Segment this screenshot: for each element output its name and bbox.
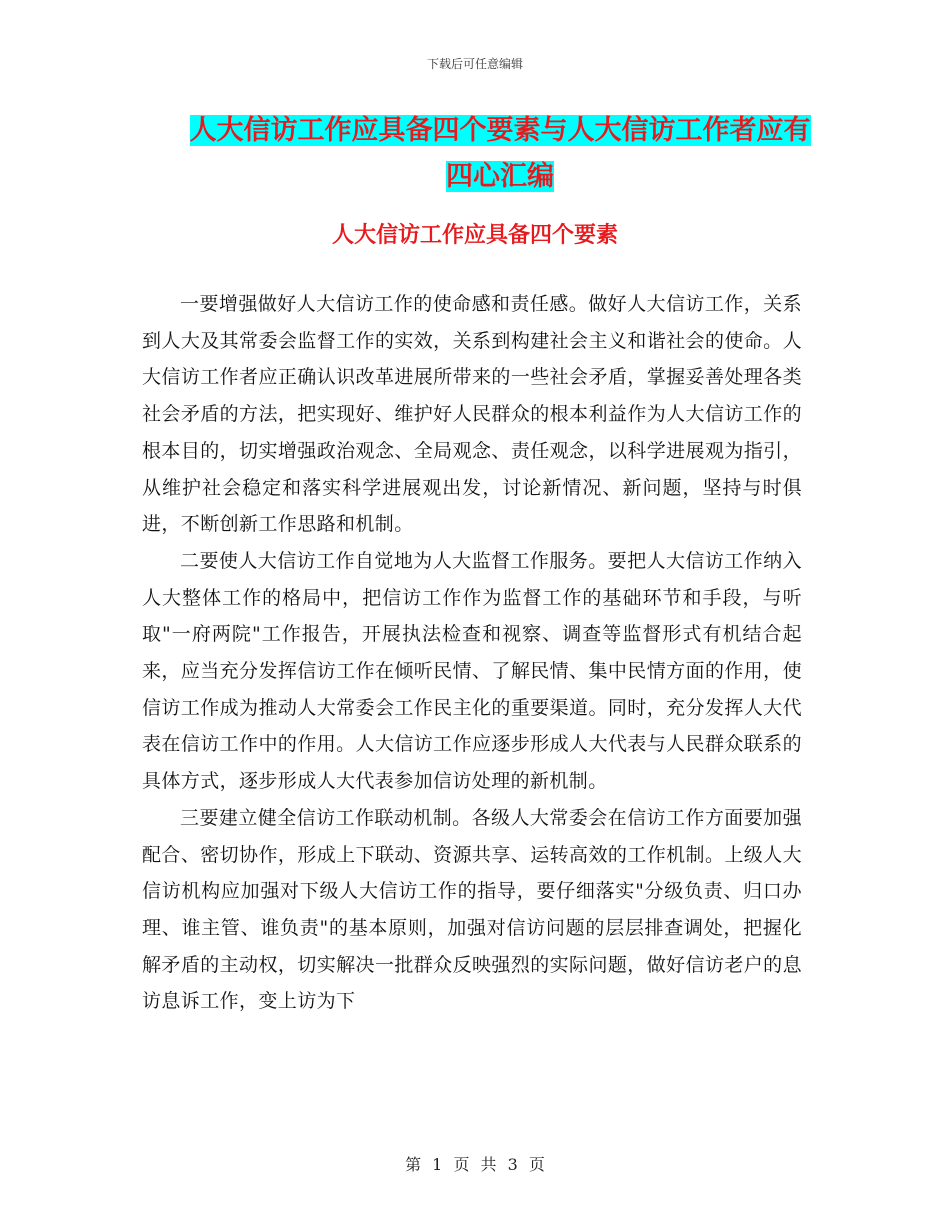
header-note: 下载后可任意编辑 bbox=[426, 57, 523, 71]
paragraph-1: 一要增强做好人大信访工作的使命感和责任感。做好人大信访工作，关系到人大及其常委会监督工作的实效，关系到构建社会主义和谐社会的使命。人大信访工作者应正确认识改革进展所带来的一些社会矛盾，掌握妥善处理各类社会矛盾的方法，把实现好、维护好人民群众的根本利益作为人大信访工作的根本目的，切实增强政治观念、全局观念、责任观念，以科学进展观为指引，从维护社会稳定和落实科学进展观出发，讨论新情况、新问题，坚持与时俱进，不断创新工作思路和机制。 bbox=[142, 293, 802, 536]
document-title-line-2: 四心汇编 bbox=[446, 161, 554, 192]
document-title-line-1: 人大信访工作应具备四个要素与人大信访工作者应有 bbox=[189, 115, 811, 146]
section-title: 人大信访工作应具备四个要素 bbox=[331, 222, 618, 248]
page-number-footer: 第 1 页 共 3 页 bbox=[405, 1155, 545, 1174]
document-body bbox=[142, 286, 802, 1020]
paragraph-3: 三要建立健全信访工作联动机制。各级人大常委会在信访工作方面要加强配合、密切协作，形成上下联动、资源共享、运转高效的工作机制。上级人大信访机构应加强对下级人大信访工作的指导，要仔细落实"分级负责、归口办理、谁主管、谁负责"的基本原则，加强对信访问题的层层排查调处，把握化解矛盾的主动权，切实解决一批群众反映强烈的实际问题，做好信访老户的息访息诉工作，变上访为下 bbox=[142, 806, 802, 1013]
document-title bbox=[140, 108, 860, 200]
paragraph-2: 二要使人大信访工作自觉地为人大监督工作服务。要把人大信访工作纳入人大整体工作的格局中，把信访工作作为监督工作的基础环节和手段，与听取"一府两院"工作报告，开展执法检查和视察、调查等监督形式有机结合起来，应当充分发挥信访工作在倾听民情、了解民情、集中民情方面的作用，使信访工作成为推动人大常委会工作民主化的重要渠道。同时，充分发挥人大代表在信访工作中的作用。人大信访工作应逐步形成人大代表与人民群众联系的具体方式，逐步形成人大代表参加信访处理的新机制。 bbox=[142, 549, 802, 793]
